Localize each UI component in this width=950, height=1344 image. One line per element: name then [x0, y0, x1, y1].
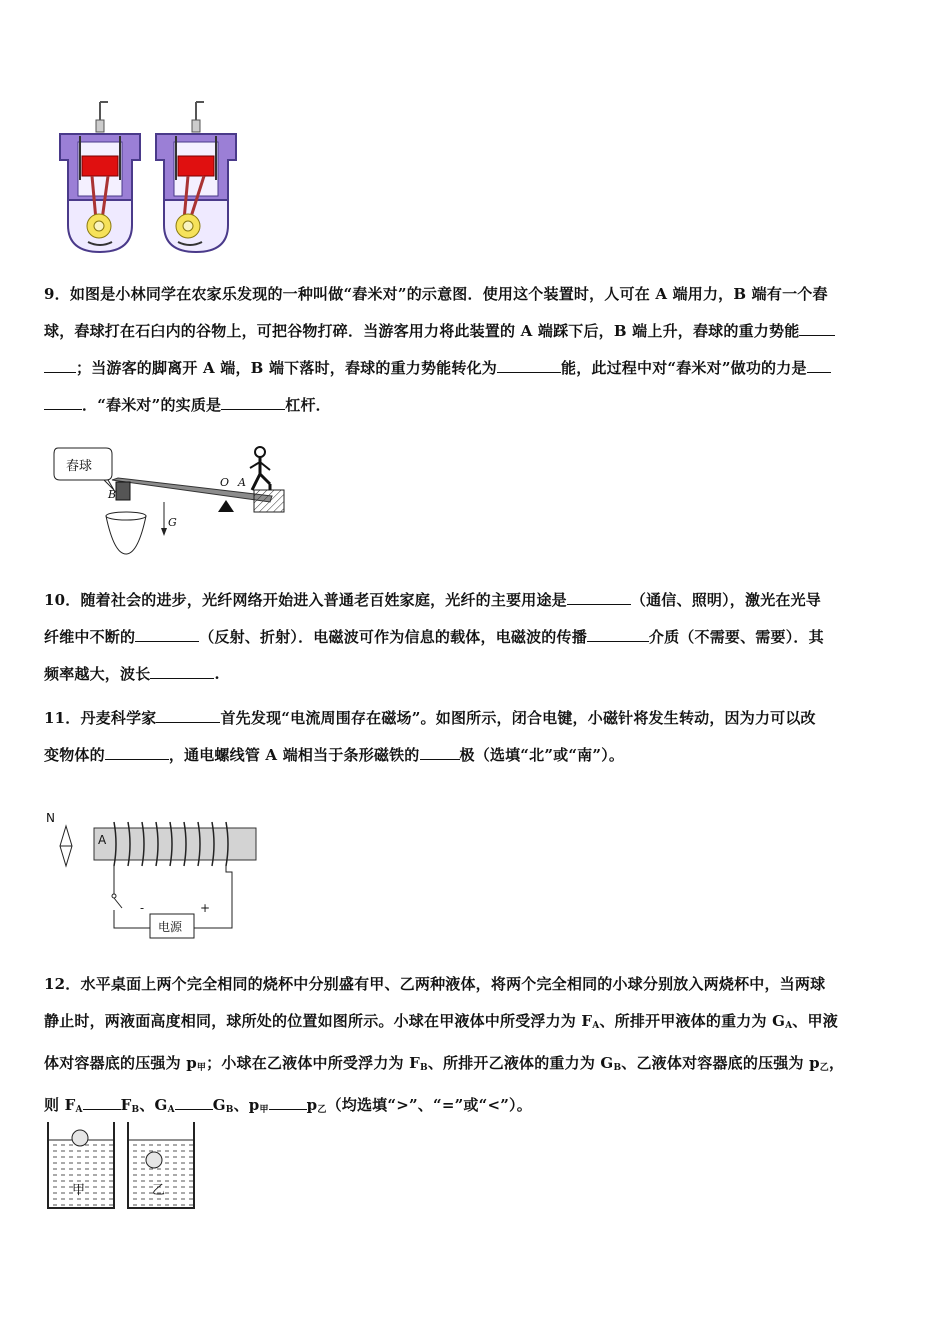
- label-o: O: [220, 476, 230, 489]
- solenoid-diagram: [44, 808, 270, 948]
- q11-line-1: 11．丹麦科学家 首先发现“电流周围存在磁场”。如图所示，闭合电键，小磁针将发生转动，因为力可以改: [44, 700, 910, 737]
- q10-line-1: 10．随着社会的进步，光纤网络开始进入普通老百姓家庭，光纤的主要用途是 （通信、照明），激光在光导: [44, 582, 910, 619]
- beaker-left: [48, 1122, 114, 1208]
- solenoid-a-label: A: [98, 833, 107, 847]
- q12-line-4: 则 $F_A$ $F_B$、$G_A$ $G_B$、$p_甲$ $p_乙$（均选填“>”、“=”或“<”）。: [44, 1087, 910, 1129]
- bubble-label: 舂球: [66, 459, 93, 474]
- q10-line-3: 频率越大，波长 .: [44, 656, 910, 693]
- question-10: [44, 582, 910, 693]
- question-11: [44, 700, 910, 774]
- q9-line-3: ；当游客的脚离开 A 端，B 端下落时，舂球的重力势能转化为 能，此过程中对“舂米对”做功的力是: [44, 350, 910, 387]
- q12-line-3: 体对容器底的压强为 $p_甲$；小球在乙液体中所受浮力为 $F_B$、所排开乙液体的重力为 $G_B$、乙液体对容器底的压强为 $p_乙$，: [44, 1054, 845, 1073]
- q11-line-2: 变物体的 ，通电螺线管 A 端相当于条形磁铁的 极（选填“北”或“南”）。: [44, 737, 910, 774]
- q9-line-1: 9．如图是小林同学在农家乐发现的一种叫做“舂米对”的示意图．使用这个装置时，人可在 A 端用力，B 端有一个舂: [44, 285, 828, 303]
- q12-line-1: 12．水平桌面上两个完全相同的烧杯中分别盛有甲、乙两种液体，将两个完全相同的小球分别放入两烧杯中，当两球: [44, 975, 826, 993]
- label-a: A: [238, 476, 246, 489]
- power-label: 电源: [158, 920, 183, 934]
- q10-line-2: 纤维中不断的 （反射、折射）．电磁波可作为信息的载体，电磁波的传播 介质（不需要、需要）．其: [44, 619, 910, 656]
- beaker-right-label: 乙: [152, 1183, 166, 1198]
- q9-line-2: 球，舂球打在石臼内的谷物上，可把谷物打碎．当游客用力将此装置的 A 端踩下后，B 端上升，舂球的重力势能: [44, 313, 910, 350]
- question-9: [44, 276, 910, 424]
- beaker-left-label: 甲: [72, 1183, 86, 1198]
- beakers-diagram: [44, 1118, 200, 1214]
- lever-diagram: [48, 440, 288, 560]
- question-12: [44, 966, 910, 1129]
- engine-right: [156, 102, 236, 252]
- plus-label: +: [200, 901, 211, 915]
- minus-label: -: [140, 901, 145, 915]
- label-g: G: [168, 516, 177, 529]
- engine-left: [60, 102, 140, 252]
- label-b: B: [108, 488, 117, 501]
- beaker-right: [128, 1122, 194, 1208]
- q9-line-4: ．“舂米对”的实质是 杠杆．: [44, 387, 910, 424]
- q12-line-2: 静止时，两液面高度相同，球所处的位置如图所示。小球在甲液体中所受浮力为 $F_A$、所排开甲液体的重力为 $G_A$、甲液: [44, 1012, 838, 1031]
- compass-n-label: N: [46, 811, 55, 825]
- engine-diagram: [52, 100, 248, 260]
